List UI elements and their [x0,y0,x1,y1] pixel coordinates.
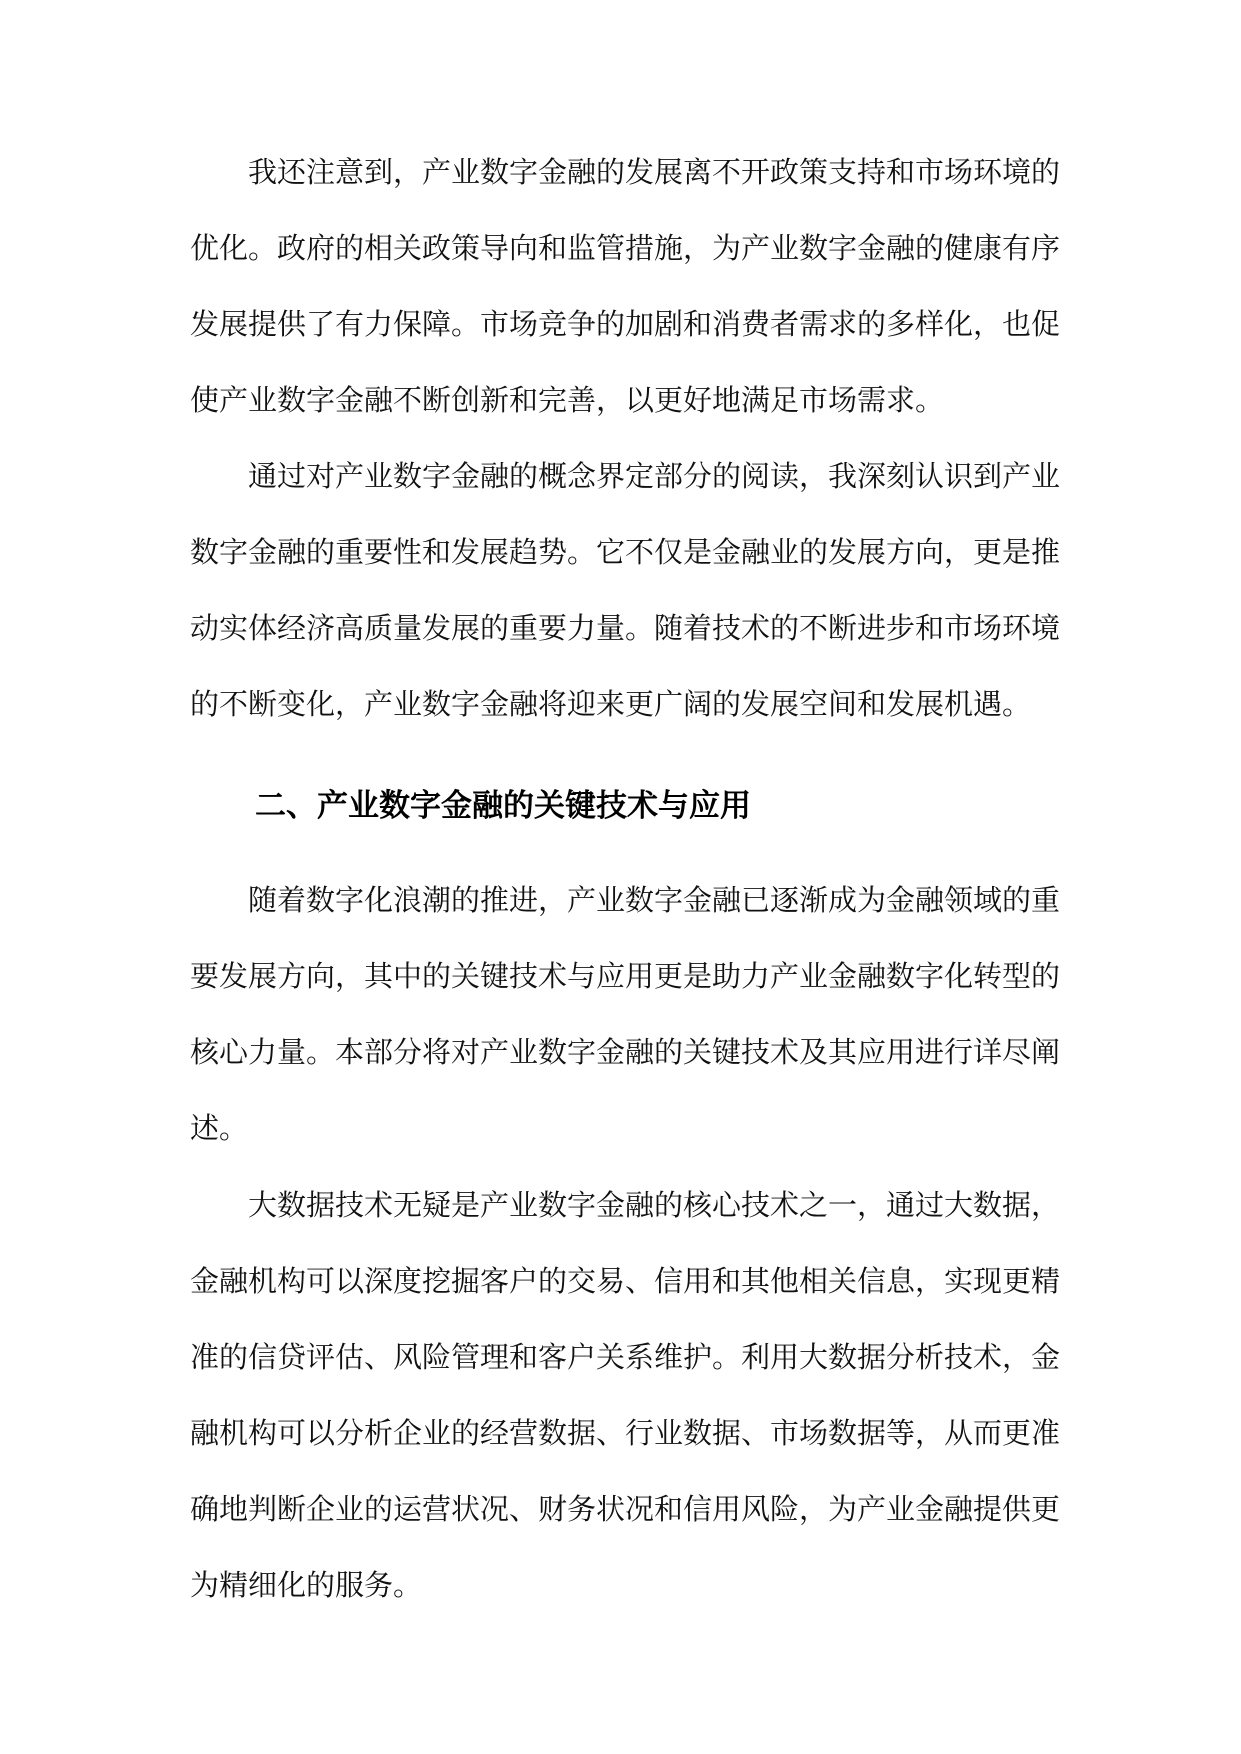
paragraph-line: 确地判断企业的运营状况、财务状况和信用风险，为产业金融提供更 [190,1492,1060,1526]
paragraph-line: 金融机构可以深度挖掘客户的交易、信用和其他相关信息，实现更精 [190,1264,1060,1298]
paragraph-line: 使产业数字金融不断创新和完善，以更好地满足市场需求。 [190,383,945,417]
paragraph-line: 述。 [190,1111,249,1145]
paragraph-line: 随着数字化浪潮的推进，产业数字金融已逐渐成为金融领域的重 [248,883,1060,917]
section-heading: 二、产业数字金融的关键技术与应用 [255,788,751,824]
paragraph-line: 动实体经济高质量发展的重要力量。随着技术的不断进步和市场环境 [190,611,1060,645]
paragraph-line: 大数据技术无疑是产业数字金融的核心技术之一，通过大数据， [248,1188,1060,1222]
paragraph-line: 的不断变化，产业数字金融将迎来更广阔的发展空间和发展机遇。 [190,687,1032,721]
paragraph-line: 要发展方向，其中的关键技术与应用更是助力产业金融数字化转型的 [190,959,1060,993]
paragraph-line: 我还注意到，产业数字金融的发展离不开政策支持和市场环境的 [248,155,1060,189]
paragraph-line: 核心力量。本部分将对产业数字金融的关键技术及其应用进行详尽阐 [190,1035,1060,1069]
paragraph-line: 为精细化的服务。 [190,1568,423,1602]
paragraph-line: 融机构可以分析企业的经营数据、行业数据、市场数据等，从而更准 [190,1416,1060,1450]
paragraph-line: 优化。政府的相关政策导向和监管措施，为产业数字金融的健康有序 [190,231,1060,265]
paragraph-line: 通过对产业数字金融的概念界定部分的阅读，我深刻认识到产业 [248,459,1060,493]
paragraph-line: 发展提供了有力保障。市场竞争的加剧和消费者需求的多样化，也促 [190,307,1060,341]
paragraph-line: 准的信贷评估、风险管理和客户关系维护。利用大数据分析技术，金 [190,1340,1060,1374]
paragraph-line: 数字金融的重要性和发展趋势。它不仅是金融业的发展方向，更是推 [190,535,1060,569]
